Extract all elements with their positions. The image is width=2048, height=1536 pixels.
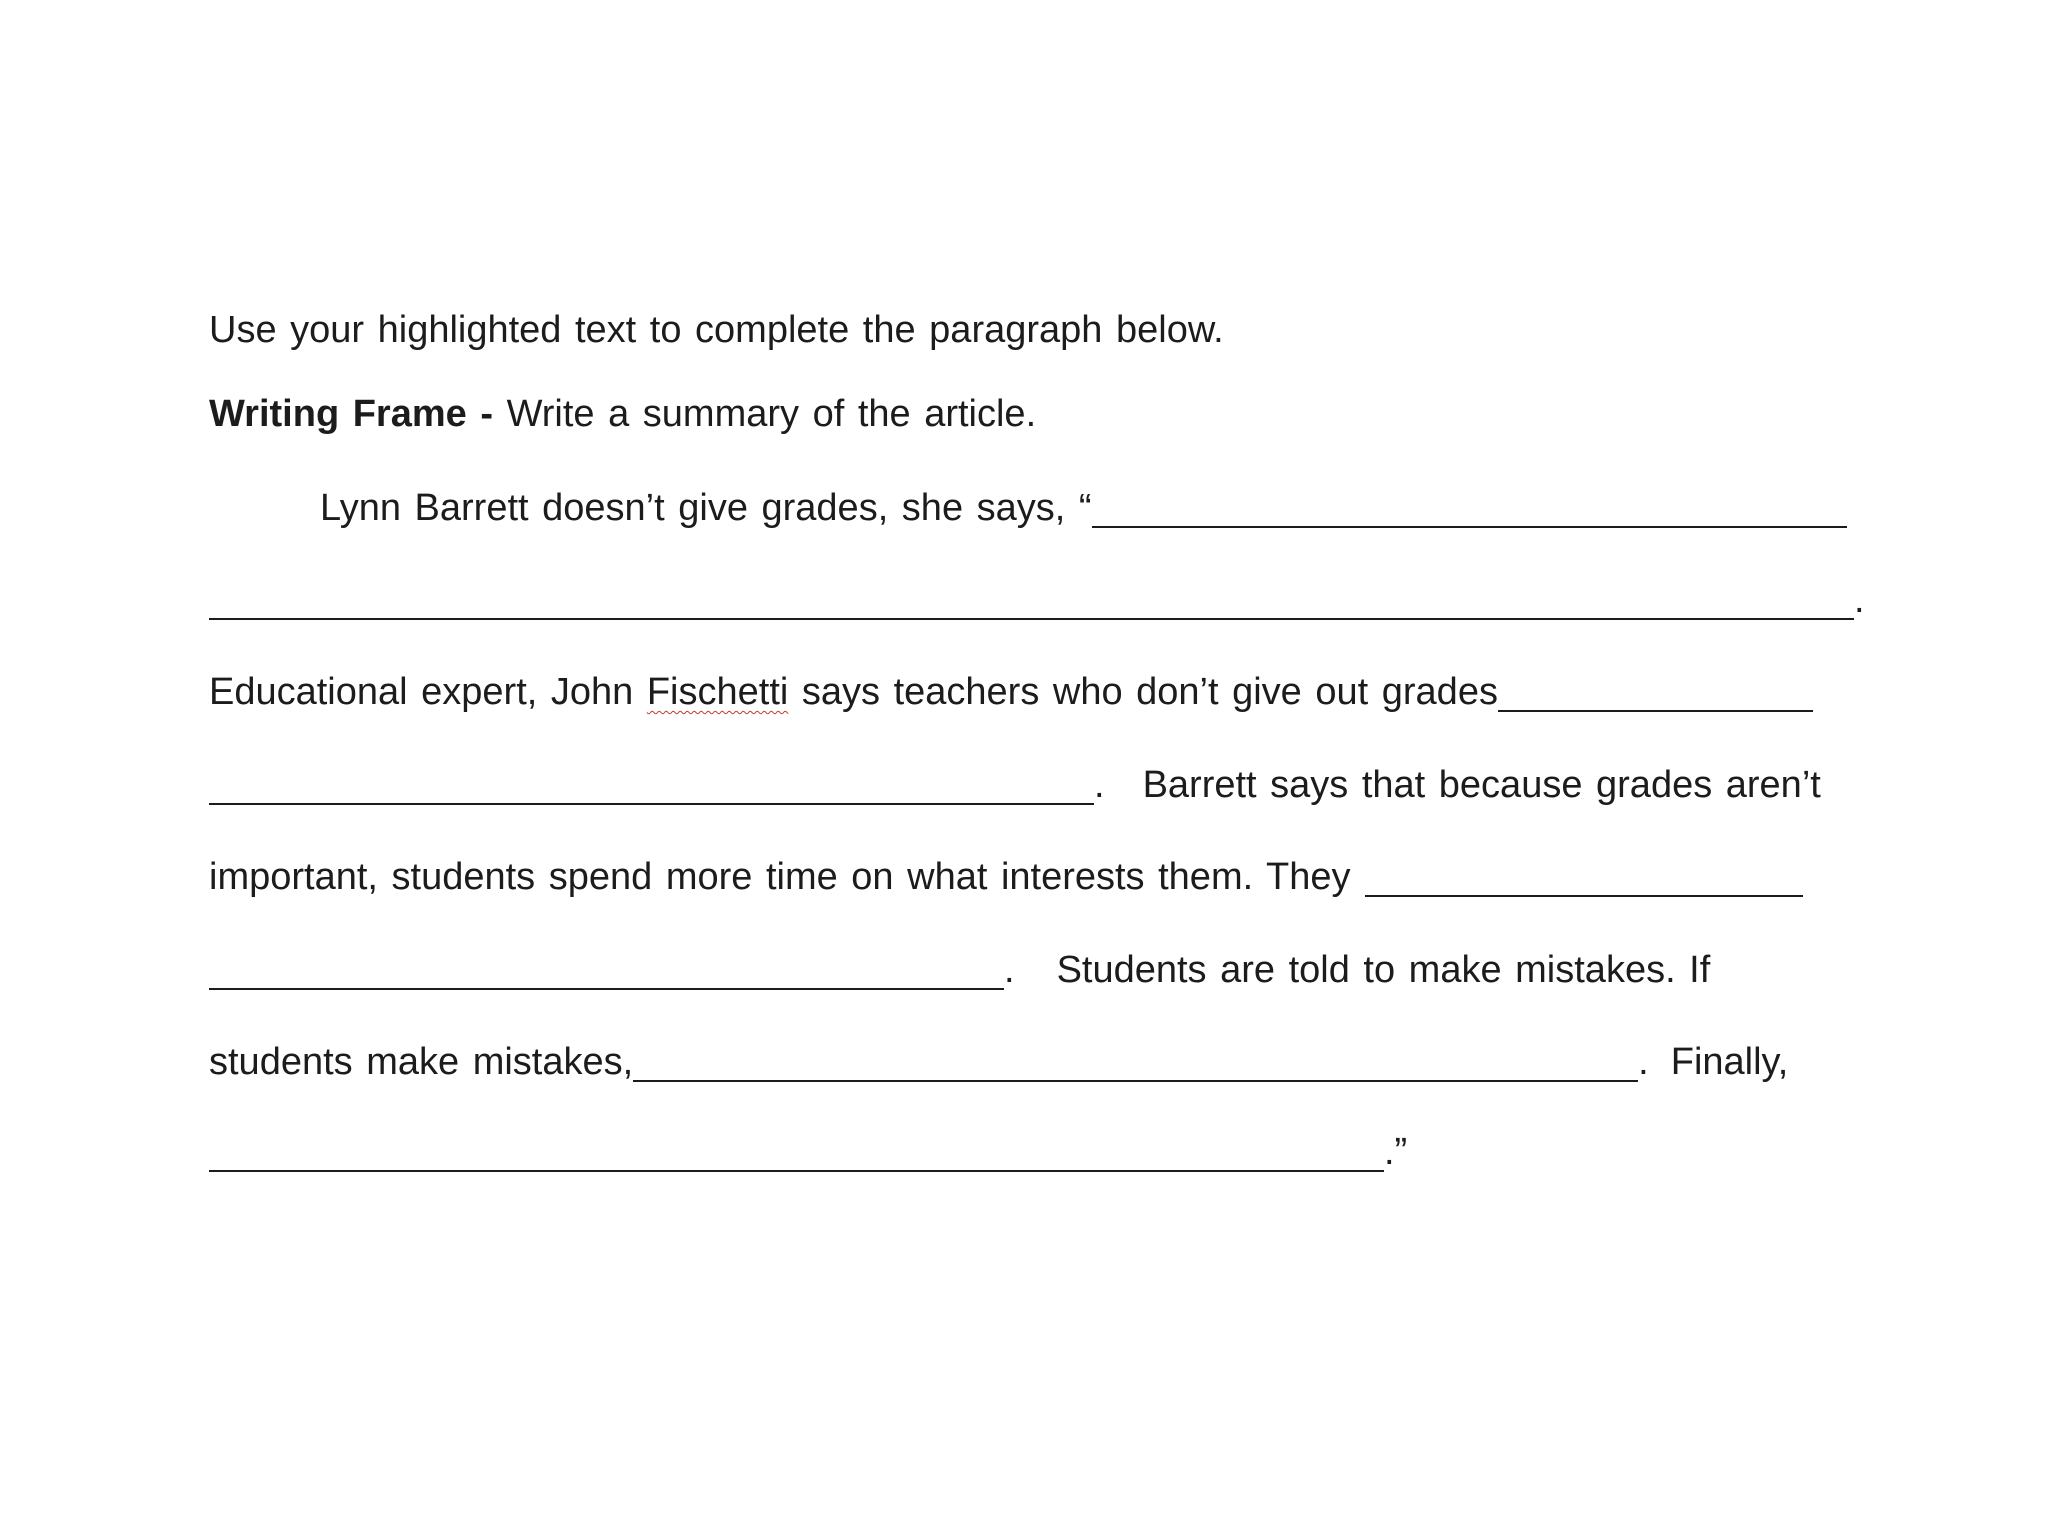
line7-text-a: students make mistakes,: [209, 1041, 634, 1083]
line5-text: important, students spend more time on what interests them. They: [209, 856, 1351, 898]
paragraph-line-4: [209, 755, 1821, 815]
paragraph-line-1: [320, 478, 1847, 538]
frame-label: Writing Frame -: [209, 393, 493, 435]
instructions: Use your highlighted text to complete the paragraph below.: [209, 309, 1224, 351]
paragraph-line-2: [209, 570, 1865, 630]
fischetti-blank-2[interactable]: [209, 763, 1094, 805]
line4-end: .: [1094, 764, 1105, 806]
instructions-text: [209, 300, 1224, 360]
paragraph-line-8: [209, 1122, 1407, 1182]
line8-end: .”: [1384, 1131, 1408, 1173]
paragraph-line-5: [209, 847, 1803, 907]
line4-text: Barrett says that because grades aren’t: [1142, 764, 1821, 806]
writing-frame-heading: [209, 384, 1036, 444]
spellcheck-word: Fischetti: [646, 671, 789, 713]
paragraph-line-3: [209, 662, 1813, 722]
quote-blank-1[interactable]: [1092, 486, 1847, 528]
mistakes-blank[interactable]: [633, 1040, 1638, 1082]
line3-text-b: says teachers who don’t give out grades: [788, 671, 1498, 713]
they-blank-2[interactable]: [209, 948, 1004, 990]
line6-end: .: [1004, 949, 1015, 991]
quote-blank-2[interactable]: [209, 578, 1854, 620]
line6-text: Students are told to make mistakes. If: [1056, 949, 1711, 991]
frame-prompt: Write a summary of the article.: [506, 393, 1037, 435]
line7-text-b: Finally,: [1670, 1041, 1789, 1083]
paragraph-line-7: [209, 1032, 1788, 1092]
line2-end: .: [1854, 579, 1865, 621]
line1-text: Lynn Barrett doesn’t give grades, she says, “: [320, 487, 1092, 529]
they-blank-1[interactable]: [1365, 855, 1803, 897]
finally-blank[interactable]: [209, 1130, 1384, 1172]
paragraph-line-6: [209, 940, 1710, 1000]
fischetti-blank-1[interactable]: [1498, 670, 1813, 712]
line3-text-a: Educational expert, John: [209, 671, 647, 713]
line7-end: .: [1638, 1041, 1649, 1083]
